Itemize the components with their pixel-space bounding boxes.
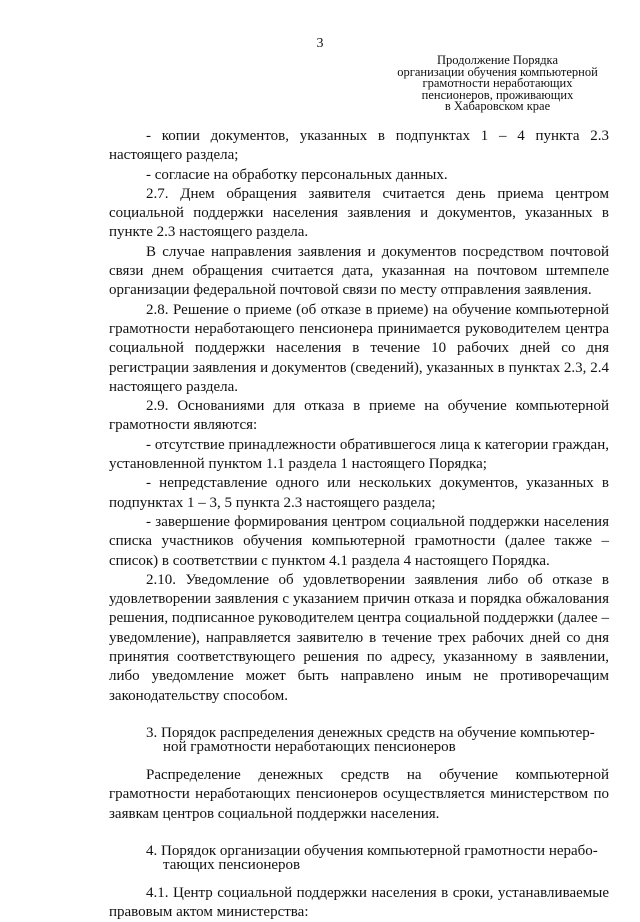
paragraph: - непредставление одного или нескольких документов, указанных в подпунктах 1 – 3, 5 пункта 2.3 настоящего раздела; (109, 475, 609, 511)
section-4-heading (109, 844, 609, 872)
paragraph: - согласие на обработку персональных данных. (146, 166, 448, 183)
paragraph: - отсутствие принадлежности обратившегося лица к категории граждан, установленной пунктом 1.1 раздела 1 настоящего Порядка; (109, 436, 609, 473)
paragraph: 2.9. Основаниями для отказа в приеме на обучение компьютерной грамотности являются: (109, 398, 609, 434)
header-note-line: Продолжение Порядка (437, 53, 558, 67)
header-note-line: в Хабаровском крае (444, 99, 551, 114)
section-4-paragraph: 4.1. Центр социальной поддержки населения в сроки, устанавливаемые правовым актом министерства: (109, 884, 609, 921)
header-note (390, 55, 605, 113)
section-3-paragraph: Распределение денежных средств на обучение компьютерной грамотности неработающих пенсионеров осуществляется министерством по заявкам центров социальной поддержки населения. (109, 766, 609, 822)
section-4-heading-line1: 4. Порядок организации обучения компьютерной грамотности нерабо- (146, 842, 598, 859)
page-number: 3 (316, 36, 324, 51)
document-body (109, 127, 609, 922)
section-3-heading-line1: 3. Порядок распределения денежных средств на обучение компьютер- (146, 724, 595, 741)
paragraph: 2.8. Решение о приеме (об отказе в приеме) на обучение компьютерной грамотности неработающего пенсионера принимается руководителем центра социальной поддержки населения в течение 10 рабочих дней со дня регистрации заявления и документов (сведений), указанных в пунктах 2.3, 2.4 настоящего раздела. (109, 301, 609, 395)
header-note-line: пенсионеров, проживающих (421, 87, 574, 102)
paragraph: В случае направления заявления и документов посредством почтовой связи днем обращения считается дата, указанная на почтовом штемпеле организации федеральной почтовой связи по месту отправления заявления. (109, 243, 609, 299)
paragraph: 2.7. Днем обращения заявителя считается день приема центром социальной поддержки населения заявления и документов, указанных в пункте 2.3 настоящего раздела. (109, 185, 609, 241)
section-4-heading-line2: тающих пенсионеров (163, 856, 301, 873)
section-3-heading-line2: ной грамотности неработающих пенсионеров (163, 738, 456, 755)
section-3-heading (109, 726, 609, 754)
paragraph: - завершение формирования центром социальной поддержки населения списка участников обучения компьютерной грамотности (далее также – список) в соответствии с пунктом 4.1 раздела 4 настоящего Порядка. (109, 513, 609, 569)
header-note-line: грамотности неработающих (422, 76, 573, 91)
paragraph: 2.10. Уведомление об удовлетворении заявления либо об отказе в удовлетворении заявления с указанием причин отказа и порядка обжалования решения, подписанное руководителем центра социальной поддержки (далее – уведомление), направляется заявителю в течение трех рабочих дней со дня принятия соответствующего решения по адресу, указанному в заявлении, либо уведомление может быть направлено иным не противоречащим законодательству способом. (109, 571, 609, 704)
paragraph: - копии документов, указанных в подпунктах 1 – 4 пункта 2.3 настоящего раздела; (109, 128, 609, 164)
header-note-line: организации обучения компьютерной (397, 64, 598, 79)
